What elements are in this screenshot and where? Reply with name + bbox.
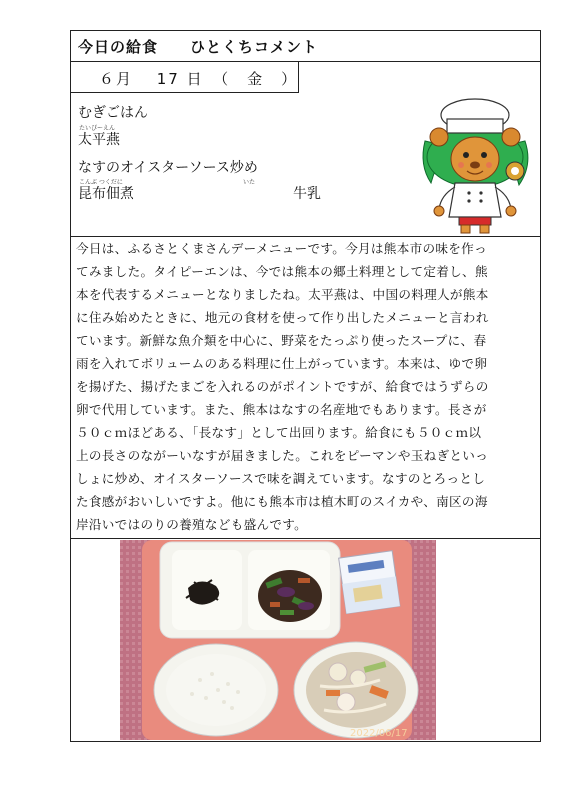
comment-line: に住み始めたときに、地元の食材を使って作り出したメニューと言われ [76,310,489,325]
lunch-photo [120,540,436,740]
mascot-svg [411,95,539,235]
comment-line: 岸沿いではのりの養殖なども盛んです。 [76,517,308,532]
date-cell [71,62,299,93]
comment-line: を揚げた、揚げたまごを入れるのがポイントですが、給食ではうずらの [76,379,489,394]
comment-section [71,237,540,539]
date-text: ６月 17 日 （ 金 ） [99,70,299,88]
ruby-konbu: こんぶ つくだに [79,179,123,186]
ruby-itame: いた [243,179,256,186]
comment-line: 雨を入れてボリュームのある料理に仕上がっています。本来は、ゆで卵 [76,356,488,371]
comment-line: てみました。タイピーエンは、今では熊本の郷土料理として定着し、熊 [76,264,488,279]
ruby-taipien: たいぴーえん [79,125,116,132]
menu-item-nasu: なすのオイスターソース炒め [78,160,258,176]
comment-line: 卵で代用しています。また、熊本はなすの名産地でもあります。長さが [76,402,487,417]
photo-section [71,539,540,743]
menu-section [71,93,540,237]
lunch-photo-svg [120,540,436,740]
comment-line: ５０ｃｍほどある、「長なす」として出回ります。給食にも５０ｃｍ以 [76,425,482,440]
menu-item-mugigohan: むぎごはん [78,105,148,121]
date-row [71,62,540,93]
comment-line: しょに炒め、オイスターソースで味を調えています。なすのとろっとし [76,471,486,486]
comment-line: 今日は、ふるさとくまさんデーメニューです。今月は熊本市の味を作っ [76,241,487,256]
mascot-chef-illustration [411,95,539,235]
page-title: 今日の給食 ひとくちコメント [78,38,319,56]
comment-line: た食感がおいしいですよ。他にも熊本市は植木町のスイカや、南区の海 [76,494,488,509]
comment-line: 本を代表するメニューとなりましたね。太平燕は、中国の料理人が熊本 [76,287,489,302]
comment-line: ています。新鮮な魚介類を中心に、野菜をたっぷり使ったスープに、春 [76,333,487,348]
menu-item-taipien: 太平燕 [78,132,120,148]
menu-sheet [70,30,541,742]
menu-item-milk: 牛乳 [293,186,321,202]
menu-item-konbu: 昆布佃煮 [78,186,134,202]
photo-timestamp: 2022/06/17 [350,728,408,739]
comment-line: 上の長さのながーいなすが届きました。これをピーマンや玉ねぎといっ [76,448,489,463]
title-row [71,31,540,62]
